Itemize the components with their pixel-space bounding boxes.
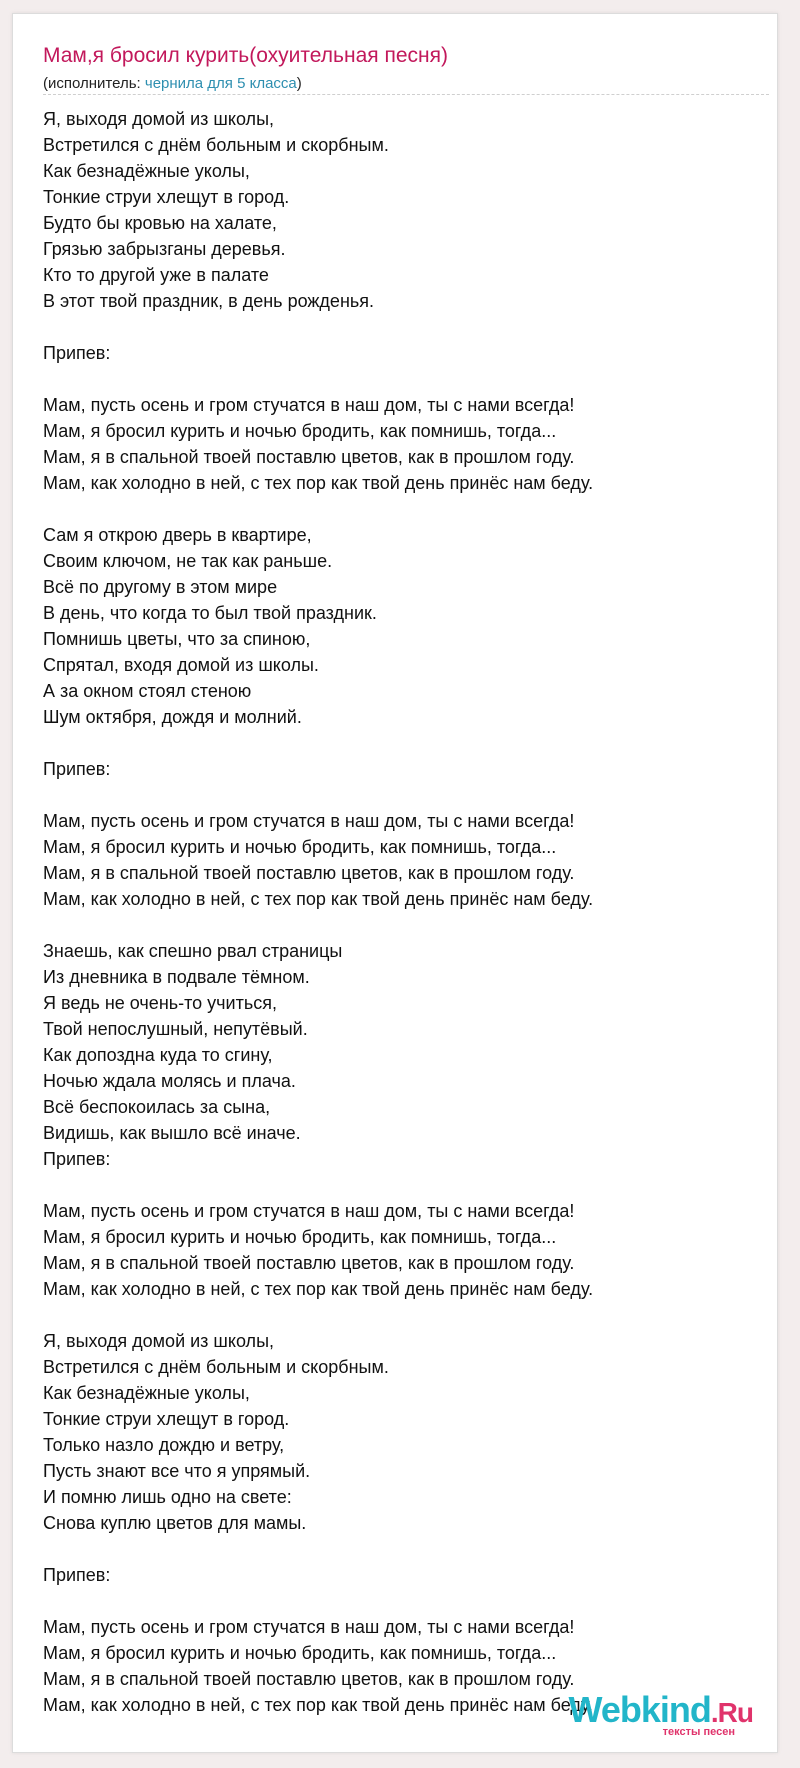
lyrics-blank-line [43, 1302, 763, 1328]
lyrics-line: Сам я открою дверь в квартире, [43, 525, 312, 545]
lyrics-line: В день, что когда то был твой праздник. [43, 603, 377, 623]
lyrics-line: Припев: [43, 343, 111, 363]
lyrics-line: Как безнадёжные уколы, [43, 161, 250, 181]
lyrics-line: Знаешь, как спешно рвал страницы [43, 941, 343, 961]
lyrics-line: А за окном стоял стеною [43, 681, 252, 701]
lyrics-line: Видишь, как вышло всё иначе. [43, 1123, 301, 1143]
lyrics-line: Мам, я в спальной твоей поставлю цветов, как в прошлом году. [43, 863, 575, 883]
lyrics-line: В этот твой праздник, в день рожденья. [43, 291, 375, 311]
performer-suffix: ) [296, 75, 302, 92]
lyrics-line: Мам, как холодно в ней, с тех пор как твой день принёс нам беду. [43, 1695, 594, 1715]
lyrics-card [12, 13, 778, 1753]
lyrics-line: Мам, я бросил курить и ночью бродить, как помнишь, тогда... [43, 837, 557, 857]
lyrics-line: Я, выходя домой из школы, [43, 1331, 275, 1351]
lyrics-line: Своим ключом, не так как раньше. [43, 551, 333, 571]
lyrics-line: Мам, я бросил курить и ночью бродить, как помнишь, тогда... [43, 421, 557, 441]
lyrics-line: Из дневника в подвале тёмном. [43, 967, 310, 987]
performer-link[interactable]: чернила для 5 класса [144, 75, 297, 92]
lyrics-line: Спрятал, входя домой из школы. [43, 655, 319, 675]
lyrics-line: Мам, я бросил курить и ночью бродить, как помнишь, тогда... [43, 1227, 557, 1247]
lyrics-line: Встретился с днём больным и скорбным. [43, 135, 389, 155]
lyrics-line: Тонкие струи хлещут в город. [43, 187, 290, 207]
lyrics-line: Припев: [43, 759, 111, 779]
lyrics-line: Мам, я в спальной твоей поставлю цветов, как в прошлом году. [43, 1669, 575, 1689]
lyrics-line: Мам, пусть осень и гром стучатся в наш дом, ты с нами всегда! [43, 811, 575, 831]
logo-tld: .Ru [710, 1697, 753, 1728]
lyrics-line: Встретился с днём больным и скорбным. [43, 1357, 389, 1377]
lyrics-blank-line [43, 366, 763, 392]
lyrics-line: Мам, как холодно в ней, с тех пор как твой день принёс нам беду. [43, 889, 594, 909]
lyrics-blank-line [43, 496, 763, 522]
lyrics-line: Ночью ждала молясь и плача. [43, 1071, 296, 1091]
lyrics-line: Всё по другому в этом мире [43, 577, 278, 597]
lyrics-line: Мам, пусть осень и гром стучатся в наш дом, ты с нами всегда! [43, 395, 575, 415]
lyrics-line: Мам, я в спальной твоей поставлю цветов, как в прошлом году. [43, 1253, 575, 1273]
lyrics-line: Всё беспокоилась за сына, [43, 1097, 271, 1117]
lyrics-blank-line [43, 730, 763, 756]
lyrics-line: Грязью забрызганы деревья. [43, 239, 286, 259]
lyrics-line: Мам, я в спальной твоей поставлю цветов, как в прошлом году. [43, 447, 575, 467]
lyrics-blank-line [43, 1536, 763, 1562]
performer-prefix: (исполнитель: [43, 75, 145, 92]
logo-tagline: тексты песен [662, 1726, 735, 1738]
lyrics-line: Мам, как холодно в ней, с тех пор как твой день принёс нам беду. [43, 473, 594, 493]
lyrics-line: Будто бы кровью на халате, [43, 213, 277, 233]
lyrics-line: Мам, пусть осень и гром стучатся в наш дом, ты с нами всегда! [43, 1201, 575, 1221]
lyrics-line: Тонкие струи хлещут в город. [43, 1409, 290, 1429]
logo-brand: Webkind [568, 1689, 711, 1730]
title-divider [43, 94, 769, 95]
lyrics-line: Как допоздна куда то сгину, [43, 1045, 273, 1065]
lyrics-line: Как безнадёжные уколы, [43, 1383, 250, 1403]
lyrics-line: И помню лишь одно на свете: [43, 1487, 292, 1507]
site-logo[interactable] [568, 1689, 753, 1738]
lyrics-line: Мам, как холодно в ней, с тех пор как твой день принёс нам беду. [43, 1279, 594, 1299]
lyrics-line: Припев: [43, 1149, 111, 1169]
lyrics-blank-line [43, 782, 763, 808]
lyrics-blank-line [43, 1588, 763, 1614]
lyrics-line: Твой непослушный, непутёвый. [43, 1019, 308, 1039]
lyrics-line: Шум октября, дождя и молний. [43, 707, 302, 727]
lyrics-text [43, 106, 763, 1718]
lyrics-line: Я ведь не очень-то учиться, [43, 993, 277, 1013]
lyrics-line: Припев: [43, 1565, 111, 1585]
lyrics-line: Я, выходя домой из школы, [43, 109, 275, 129]
lyrics-line: Кто то другой уже в палате [43, 265, 269, 285]
lyrics-line: Помнишь цветы, что за спиною, [43, 629, 311, 649]
lyrics-line: Мам, я бросил курить и ночью бродить, как помнишь, тогда... [43, 1643, 557, 1663]
lyrics-line: Только назло дождю и ветру, [43, 1435, 285, 1455]
lyrics-line: Мам, пусть осень и гром стучатся в наш дом, ты с нами всегда! [43, 1617, 575, 1637]
lyrics-blank-line [43, 314, 763, 340]
lyrics-blank-line [43, 912, 763, 938]
lyrics-line: Снова куплю цветов для мамы. [43, 1513, 307, 1533]
performer-line [43, 75, 302, 92]
lyrics-blank-line [43, 1172, 763, 1198]
lyrics-line: Пусть знают все что я упрямый. [43, 1461, 311, 1481]
song-title: Мам,я бросил курить(охуительная песня) [43, 44, 448, 67]
